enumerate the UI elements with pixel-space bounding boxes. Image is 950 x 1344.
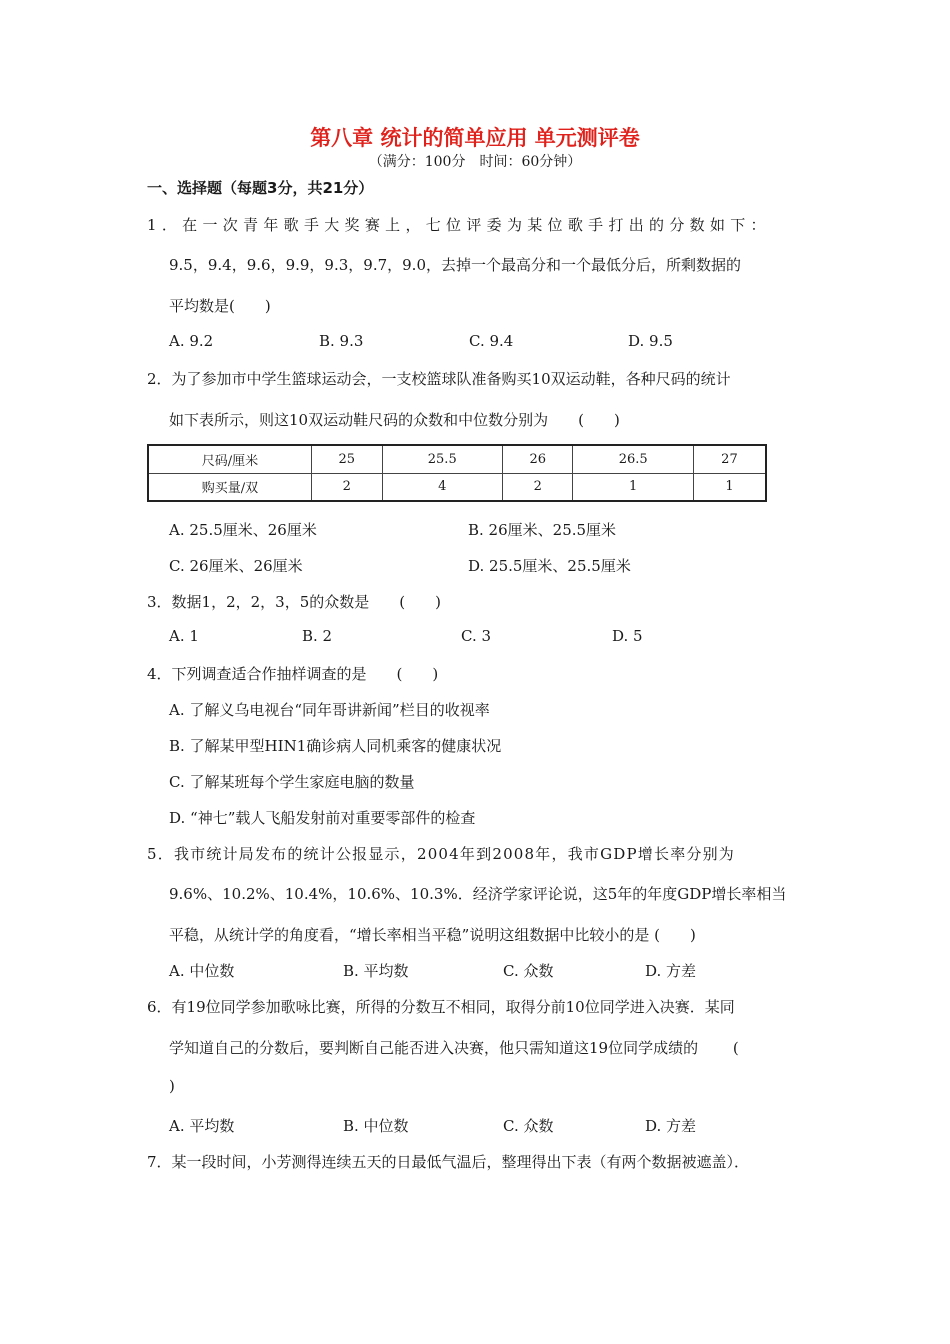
question-2-option-b: B. 26厘米、25.5厘米 [468,521,617,539]
question-4-option-b: B. 了解某甲型HIN1确诊病人同机乘客的健康状况 [169,737,502,755]
question-5-line-2: 9.6%、10.2%、10.4%，10.6%、10.3%．经济学家评论说，这5年的年度GDP增长率相当 [169,885,787,903]
question-1-option-b: B. 9.3 [319,332,364,350]
table-row [148,473,766,501]
table-cell: 2 [312,473,383,501]
table-cell: 4 [382,473,502,501]
question-6-option-c: C. 众数 [503,1117,554,1135]
question-3-option-d: D. 5 [612,627,643,645]
question-5-option-a: A. 中位数 [169,962,235,980]
question-5-line-1: 5．我市统计局发布的统计公报显示，2004年到2008年，我市GDP增长率分别为 [147,845,735,863]
question-5-option-c: C. 众数 [503,962,554,980]
table-header-cell: 购买量/双 [148,473,312,501]
question-6-line-3: ) [169,1077,175,1095]
question-4-option-c: C. 了解某班每个学生家庭电脑的数量 [169,773,415,791]
question-1-line-1: 1．在一次青年歌手大奖赛上，七位评委为某位歌手打出的分数如下： [147,216,771,234]
question-1-option-a: A. 9.2 [169,332,214,350]
question-6-line-2: 学知道自己的分数后，要判断自己能否进入决赛，他只需知道这19位同学成绩的 ( [169,1039,739,1057]
table-cell: 2 [502,473,573,501]
question-1-line-2: 9.5，9.4，9.6，9.9，9.3，9.7，9.0，去掉一个最高分和一个最低分后，所剩数据的 [169,256,741,274]
question-3-option-b: B. 2 [302,627,333,645]
question-2-line-2: 如下表所示，则这10双运动鞋尺码的众数和中位数分别为 ( ) [169,411,620,429]
question-7-line-1: 7．某一段时间，小芳测得连续五天的日最低气温后，整理得出下表（有两个数据被遮盖）． [147,1153,750,1171]
question-2-option-a: A. 25.5厘米、26厘米 [169,521,317,539]
table-row [148,445,766,473]
question-5-option-b: B. 平均数 [343,962,409,980]
page-title: 第八章 统计的简单应用 单元测评卷 [310,126,640,150]
question-6-option-a: A. 平均数 [169,1117,235,1135]
table-cell: 1 [693,473,766,501]
question-4-option-a: A. 了解义乌电视台“同年哥讲新闻”栏目的收视率 [169,701,490,719]
table-cell: 26 [502,445,573,473]
exam-info: （满分：100分 时间：60分钟） [368,154,582,170]
question-6-option-d: D. 方差 [645,1117,697,1135]
question-4-option-d: D. “神七”载人飞船发射前对重要零部件的检查 [169,809,476,827]
question-2-line-1: 2．为了参加市中学生篮球运动会，一支校篮球队准备购买10双运动鞋，各种尺码的统计 [147,370,731,388]
table-cell: 26.5 [573,445,693,473]
question-2-option-c: C. 26厘米、26厘米 [169,557,303,575]
question-6-option-b: B. 中位数 [343,1117,409,1135]
question-2-option-d: D. 25.5厘米、25.5厘米 [468,557,631,575]
table-cell: 27 [693,445,766,473]
question-5-line-3: 平稳，从统计学的角度看，“增长率相当平稳”说明这组数据中比较小的是 ( ) [169,926,696,944]
table-header-cell: 尺码/厘米 [148,445,312,473]
question-4-line-1: 4．下列调查适合作抽样调查的是 ( ) [147,665,439,683]
question-3-option-c: C. 3 [461,627,492,645]
table-cell: 25 [312,445,383,473]
table-cell: 25.5 [382,445,502,473]
question-3-line-1: 3．数据1，2，2，3，5的众数是 ( ) [147,593,441,611]
section-heading: 一、选择题（每题3分，共21分） [147,179,374,197]
question-1-line-3: 平均数是( ) [169,297,271,315]
question-1-option-d: D. 9.5 [628,332,673,350]
shoe-size-table [147,444,767,502]
question-5-option-d: D. 方差 [645,962,697,980]
question-3-option-a: A. 1 [169,627,199,645]
question-6-line-1: 6．有19位同学参加歌咏比赛，所得的分数互不相同，取得分前10位同学进入决赛．某同 [147,998,735,1016]
question-1-option-c: C. 9.4 [469,332,514,350]
table-cell: 1 [573,473,693,501]
